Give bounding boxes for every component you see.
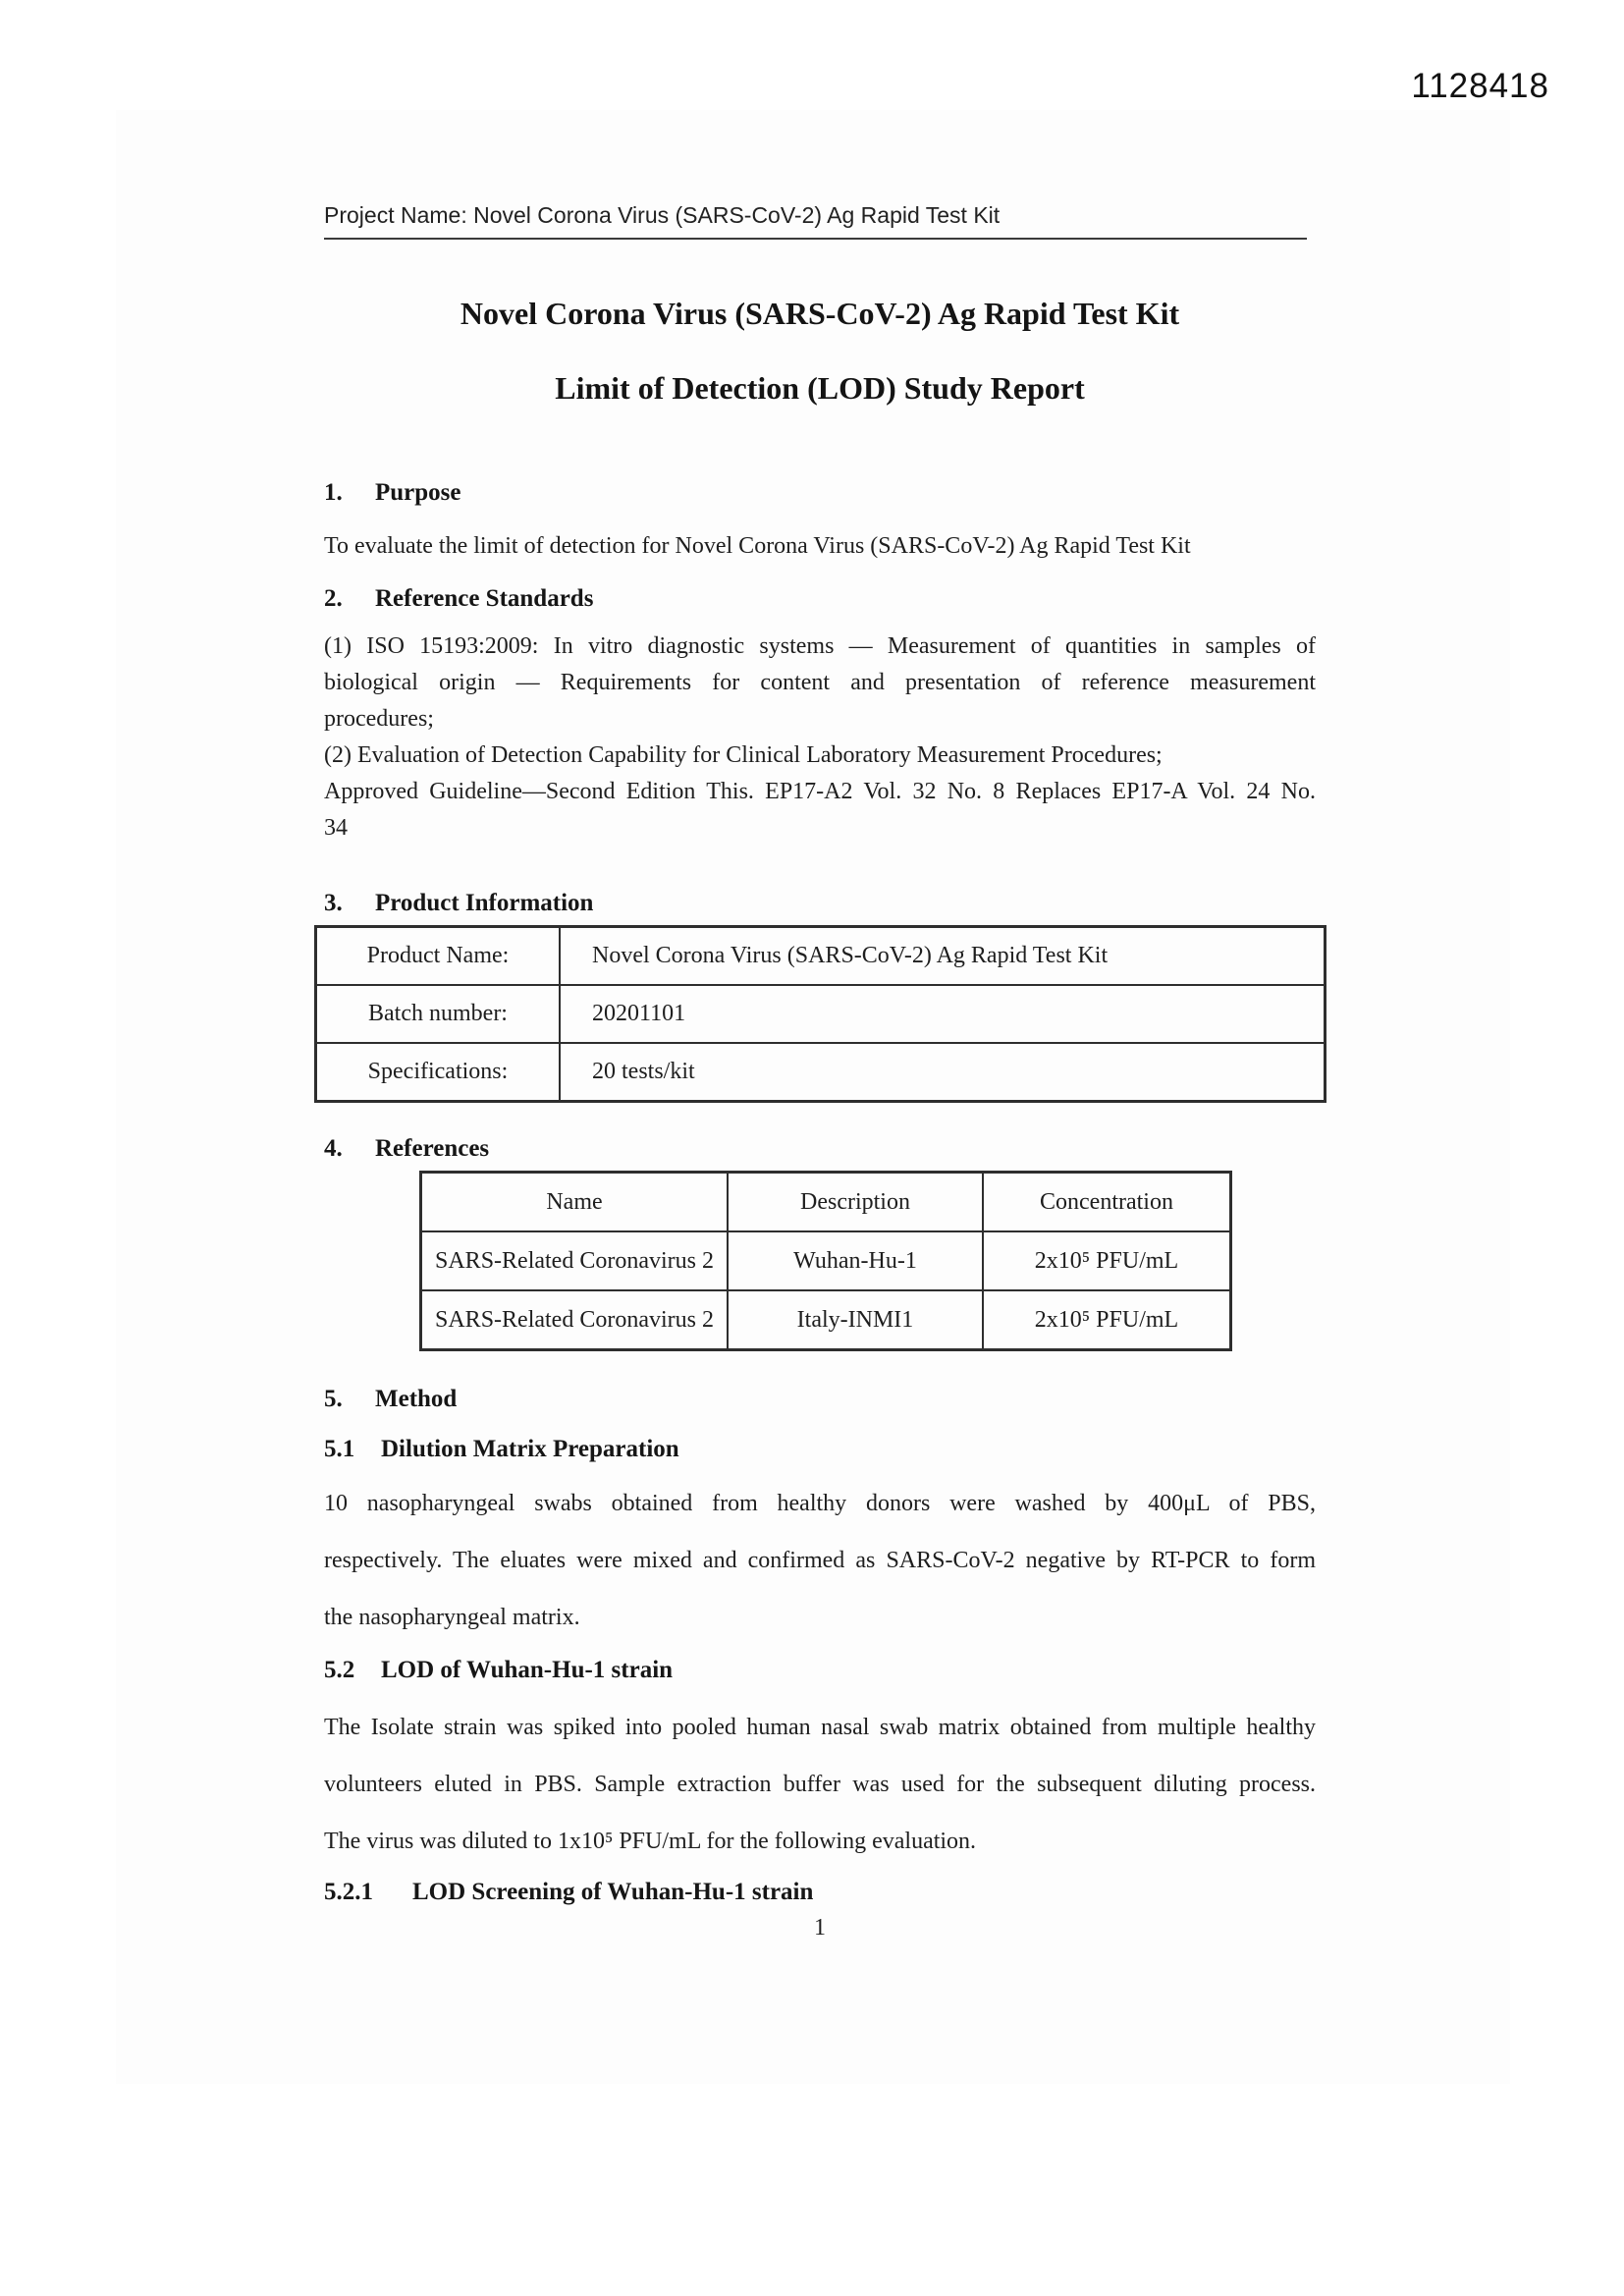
section-label: Method (375, 1386, 458, 1412)
batch-number-label: Batch number: (316, 985, 561, 1043)
section-number: 5.2.1 (324, 1879, 373, 1905)
dilution-matrix-paragraph (324, 1475, 1316, 1646)
table-row (421, 1231, 1231, 1290)
paragraph-line: the nasopharyngeal matrix. (324, 1605, 580, 1630)
column-header-concentration: Concentration (983, 1173, 1231, 1232)
section-label: Purpose (375, 479, 461, 506)
page-number: 1 (814, 1915, 826, 1941)
paragraph-line: (2) Evaluation of Detection Capability for Clinical Laboratory Measurement Procedures; (324, 742, 1163, 768)
table-row (316, 1043, 1326, 1102)
paragraph-line: The Isolate strain was spiked into pooled human nasal swab matrix obtained from multiple healthy (324, 1715, 1316, 1740)
references-table (419, 1171, 1232, 1351)
section-number: 5. (324, 1386, 343, 1412)
reference-concentration: 2x10⁵ PFU/mL (983, 1231, 1231, 1290)
section-label: Product Information (375, 890, 594, 916)
section-heading-purpose (324, 479, 1316, 507)
purpose-body (324, 531, 1316, 561)
section-label: Reference Standards (375, 585, 594, 612)
project-name-header (324, 202, 1307, 240)
section-heading-reference-standards (324, 585, 1316, 613)
section-heading-references (324, 1135, 1316, 1163)
paragraph-line: respectively. The eluates were mixed and confirmed as SARS-CoV-2 negative by RT-PCR to form (324, 1548, 1316, 1573)
reference-name: SARS-Related Coronavirus 2 (421, 1290, 729, 1350)
specifications-label: Specifications: (316, 1043, 561, 1102)
section-label: LOD of Wuhan-Hu-1 strain (381, 1657, 674, 1683)
column-header-name: Name (421, 1173, 729, 1232)
section-number: 2. (324, 585, 343, 612)
paragraph-line: 10 nasopharyngeal swabs obtained from healthy donors were washed by 400μL of PBS, (324, 1491, 1316, 1516)
section-number: 3. (324, 890, 343, 916)
section-label: References (375, 1135, 490, 1162)
table-header-row (421, 1173, 1231, 1232)
document-title-line2: Limit of Detection (LOD) Study Report (555, 370, 1085, 406)
section-number: 1. (324, 479, 343, 506)
lod-wuhan-paragraph (324, 1699, 1316, 1870)
product-name-value: Novel Corona Virus (SARS-CoV-2) Ag Rapid Test Kit (560, 927, 1326, 986)
section-number: 4. (324, 1135, 343, 1162)
project-name-text: Project Name: Novel Corona Virus (SARS-CoV-2) Ag Rapid Test Kit (324, 202, 1001, 228)
paragraph-line: Approved Guideline—Second Edition This. EP17-A2 Vol. 32 No. 8 Replaces EP17-A Vol. 24 No. (324, 779, 1316, 804)
paragraph-line: (1) ISO 15193:2009: In vitro diagnostic systems — Measurement of quantities in samples of (324, 633, 1316, 659)
paragraph-line: procedures; (324, 706, 434, 732)
table-row (421, 1290, 1231, 1350)
batch-number-value: 20201101 (560, 985, 1326, 1043)
reference-description: Wuhan-Hu-1 (728, 1231, 983, 1290)
section-number: 5.1 (324, 1436, 355, 1462)
reference-name: SARS-Related Coronavirus 2 (421, 1231, 729, 1290)
section-label: LOD Screening of Wuhan-Hu-1 strain (412, 1879, 814, 1905)
section-number: 5.2 (324, 1657, 355, 1683)
table-row (316, 927, 1326, 986)
document-id-number: 1128418 (1411, 67, 1549, 105)
section-heading-method (324, 1386, 1316, 1413)
document-title-line1: Novel Corona Virus (SARS-CoV-2) Ag Rapid Test Kit (460, 296, 1180, 331)
product-info-table (314, 925, 1326, 1103)
column-header-description: Description (728, 1173, 983, 1232)
section-heading-5-2-1 (324, 1879, 1316, 1906)
reference-description: Italy-INMI1 (728, 1290, 983, 1350)
paragraph-line: To evaluate the limit of detection for Novel Corona Virus (SARS-CoV-2) Ag Rapid Test Kit (324, 533, 1191, 559)
table-row (316, 985, 1326, 1043)
reference-standards-para2 (324, 738, 1316, 847)
section-heading-5-2 (324, 1657, 1316, 1684)
reference-standards-para1 (324, 629, 1316, 738)
paragraph-line: biological origin — Requirements for content and presentation of reference measurement (324, 670, 1316, 695)
section-heading-product-information (324, 890, 1316, 917)
paragraph-line: 34 (324, 815, 348, 841)
paragraph-line: volunteers eluted in PBS. Sample extraction buffer was used for the subsequent diluting process. (324, 1772, 1316, 1797)
reference-concentration: 2x10⁵ PFU/mL (983, 1290, 1231, 1350)
section-heading-5-1 (324, 1436, 1316, 1463)
paragraph-line: The virus was diluted to 1x10⁵ PFU/mL for the following evaluation. (324, 1829, 977, 1854)
specifications-value: 20 tests/kit (560, 1043, 1326, 1102)
section-label: Dilution Matrix Preparation (381, 1436, 679, 1462)
product-name-label: Product Name: (316, 927, 561, 986)
